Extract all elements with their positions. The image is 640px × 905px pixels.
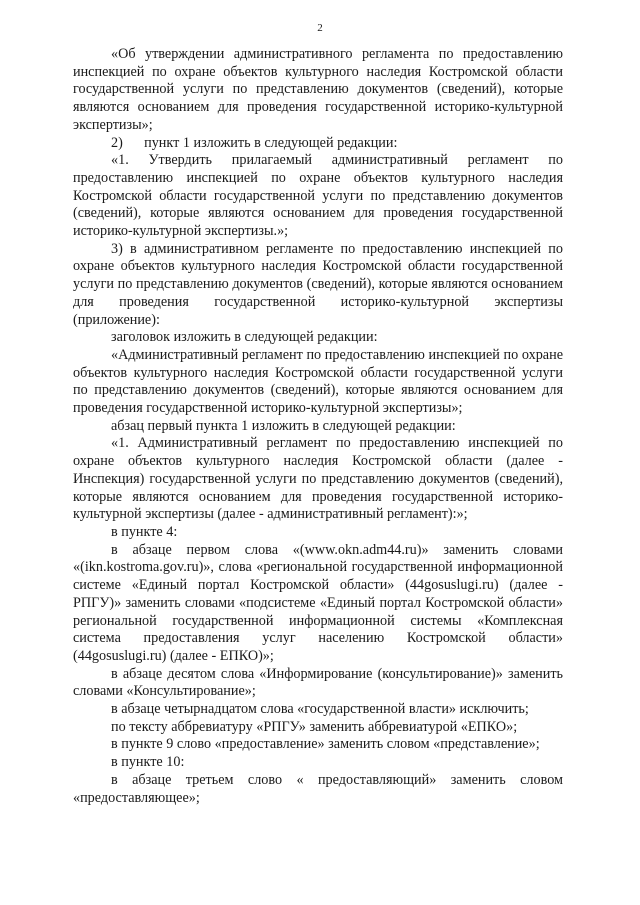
paragraph-5: заголовок изложить в следующей редакции: bbox=[111, 329, 378, 346]
document-body bbox=[73, 46, 563, 807]
paragraph-10: в абзаце первом слова «(www.okn.adm44.ru)» заменить словами «(ikn.kostroma.gov.ru)», слова «региональной государственной информационной системе «Единый портал Костромской области» (44gosuslugi.ru) (далее - РПГУ)» заменить словами «подсистеме «Единый портал Костромской области» региональной государственной информационной системы «Комплексная система предоставления услуг населению Костромской области» (44gosuslugi.ru) (далее - ЕПКО)»; bbox=[73, 541, 563, 664]
paragraph-6: «Административный регламент по предоставлению инспекцией по охране объектов культурного наследия Костромской области государственной услуги по представлению документов (сведений), которые являются основанием для проведения государственной историко-культурной экспертизы»; bbox=[73, 346, 563, 417]
paragraph-8: «1. Административный регламент по предоставлению инспекцией по охране объектов культурного наследия Костромской области (далее - Инспекция) государственной услуги по представлению документов (сведений), которые являются основанием для проведения государственной историко-культурной экспертизы (далее - административный регламент):»; bbox=[73, 435, 563, 523]
paragraph-12: в абзаце четырнадцатом слова «государственной власти» исключить; bbox=[111, 701, 529, 718]
paragraph-16: в абзаце третьем слово « предоставляющий» заменить словом «предоставляющее»; bbox=[73, 771, 563, 806]
paragraph-2: 2) пункт 1 изложить в следующей редакции: bbox=[111, 134, 398, 151]
paragraph-4: 3) в административном регламенте по предоставлению инспекцией по охране объектов культурного наследия Костромской области государственной услуги по представлению документов (сведений), которые являются основанием для проведения государственной историко-культурной экспертизы (приложение): bbox=[73, 240, 563, 328]
paragraph-15: в пункте 10: bbox=[111, 754, 185, 771]
paragraph-3: «1. Утвердить прилагаемый административный регламент по предоставлению инспекцией по охране объектов культурного наследия Костромской области государственной услуги по представлению документов (сведений), которые являются основанием для проведения государственной историко-культурной экспертизы.»; bbox=[73, 152, 563, 240]
paragraph-7: абзац первый пункта 1 изложить в следующей редакции: bbox=[111, 417, 456, 434]
paragraph-14: в пункте 9 слово «предоставление» заменить словом «представление»; bbox=[111, 736, 540, 753]
paragraph-13: по тексту аббревиатуру «РПГУ» заменить аббревиатурой «ЕПКО»; bbox=[111, 718, 518, 735]
page-number: 2 bbox=[317, 22, 323, 34]
paragraph-11: в абзаце десятом слова «Информирование (консультирование)» заменить словами «Консультирование»; bbox=[73, 665, 563, 700]
paragraph-1: «Об утверждении административного регламента по предоставлению инспекцией по охране объектов культурного наследия Костромской области государственной услуги по представлению документов (сведений), которые являются основанием для проведения государственной историко-культурной экспертизы»; bbox=[73, 46, 563, 133]
paragraph-9: в пункте 4: bbox=[111, 523, 178, 540]
